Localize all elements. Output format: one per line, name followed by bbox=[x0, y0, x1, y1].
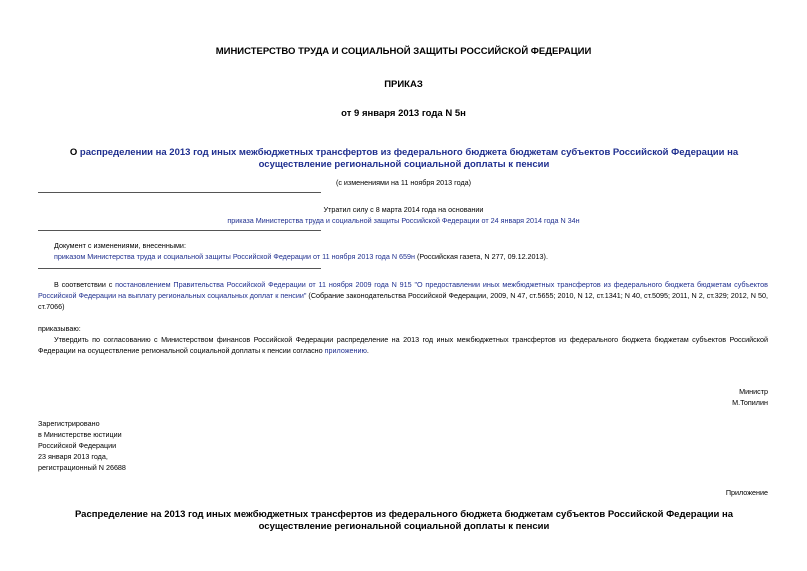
divider bbox=[38, 268, 321, 269]
registration-block bbox=[38, 418, 338, 473]
registration-line: Российской Федерации bbox=[38, 441, 117, 450]
signature-block bbox=[500, 386, 768, 408]
appendix-title: Распределение на 2013 год иных межбюджетных трансфертов из федерального бюджета бюджетам субъектов Российской Федерации на осуществление региональной социальной доплаты к пенсии bbox=[74, 509, 734, 532]
amendments-label: Документ с изменениями, внесенными: bbox=[54, 241, 186, 250]
approve-paragraph bbox=[38, 334, 768, 356]
registration-line: Зарегистрировано bbox=[38, 419, 100, 428]
order-date-number: от 9 января 2013 года N 5н bbox=[341, 108, 466, 119]
registration-line: регистрационный N 26688 bbox=[38, 463, 126, 472]
amendments-link[interactable]: приказом Министерства труда и социальной защиты Российской Федерации от 11 ноября 2013 года N 659н bbox=[54, 252, 415, 261]
appendix-label: Приложение bbox=[725, 488, 768, 497]
void-notice bbox=[0, 204, 807, 226]
void-notice-text: Утратил силу с 8 марта 2014 года на основании bbox=[323, 205, 484, 214]
divider bbox=[38, 230, 321, 231]
approve-end: . bbox=[366, 346, 369, 355]
amendments-suffix: (Российская газета, N 277, 09.12.2013). bbox=[414, 252, 548, 261]
preamble-paragraph bbox=[38, 279, 768, 312]
title-link[interactable]: распределении на 2013 год иных межбюджетных трансфертов из федерального бюджета бюджетам субъектов Российской Федерации на осуществление региональной социальной доплаты к пенсии bbox=[79, 147, 739, 170]
document-title bbox=[55, 147, 753, 171]
changes-note: (с изменениями на 11 ноября 2013 года) bbox=[335, 178, 472, 187]
amendments-block bbox=[54, 240, 754, 262]
preamble-prefix: В соответствии с bbox=[54, 280, 116, 289]
appendix-link[interactable]: приложению bbox=[324, 346, 367, 355]
signature-position: Министр bbox=[739, 387, 768, 396]
divider bbox=[38, 192, 321, 193]
title-prefix: О bbox=[69, 147, 80, 158]
order-word: приказываю: bbox=[38, 324, 81, 333]
void-notice-link[interactable]: приказа Министерства труда и социальной защиты Российской Федерации от 24 января 2014 года N 34н bbox=[227, 216, 580, 225]
preamble-link[interactable]: постановлением Правительства Российской Федерации от 11 ноября 2009 года N 915 "О предоставлении иных межбюджетных трансфертов из федерального бюджета бюджетам субъектов Российской Федерации на выплату региональных социальных доплат к пенсии" bbox=[38, 280, 769, 300]
registration-line: 23 января 2013 года, bbox=[38, 452, 108, 461]
preamble-suffix: (Собрание законодательства Российской Федерации, 2009, N 47, ст.5655; 2010, N 12, ст.1341; N 40, ст.5095; 2011, N 2, ст.329; 2012, N 50, ст.7066) bbox=[38, 291, 769, 311]
registration-line: в Министерстве юстиции bbox=[38, 430, 122, 439]
approve-text: Утвердить по согласованию с Министерством финансов Российской Федерации распределение на 2013 год иных межбюджетных трансфертов из федерального бюджета бюджетам субъектов Российской Федерации на осуществление региональной социальной доплаты к пенсии согласно bbox=[38, 335, 768, 355]
order-heading: ПРИКАЗ bbox=[384, 79, 423, 90]
signature-name: М.Топилин bbox=[732, 398, 768, 407]
ministry-heading: МИНИСТЕРСТВО ТРУДА И СОЦИАЛЬНОЙ ЗАЩИТЫ РОССИЙСКОЙ ФЕДЕРАЦИИ bbox=[215, 46, 592, 57]
